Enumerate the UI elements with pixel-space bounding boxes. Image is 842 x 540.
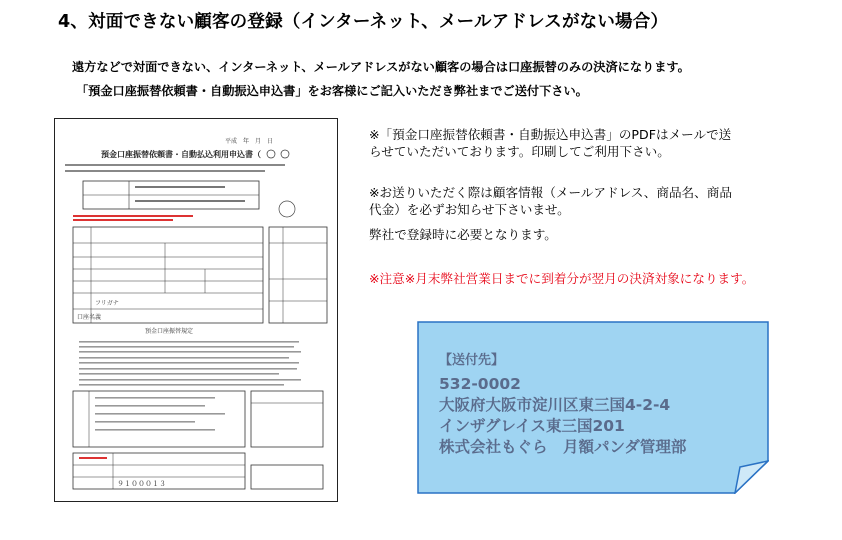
- note-pdf-line-2: らせていただいております。印刷してご利用下さい。: [369, 144, 670, 159]
- form-row-label-kana: フリガナ: [95, 300, 119, 307]
- page-title: 4、対面できない顧客の登録（インターネット、メールアドレスがない場合）: [58, 12, 669, 32]
- intro-line-1: 遠方などで対面できない、インターネット、メールアドレスがない顧客の場合は口座振替のみの決済になります。: [72, 60, 690, 74]
- address-postal-code: 532-0002: [439, 375, 521, 393]
- address-line-3: 株式会社もぐら 月額パンダ管理部: [439, 438, 687, 456]
- note-customer-info: [369, 184, 732, 218]
- note-pdf: [369, 126, 731, 160]
- address-line-1: 大阪府大阪市淀川区東三国4-2-4: [439, 396, 671, 414]
- note-registration: 弊社で登録時に必要となります。: [369, 227, 557, 242]
- form-thumbnail: [54, 118, 338, 502]
- note-customer-info-line-2: 代金）を必ずお知らせ下さいませ。: [369, 202, 570, 217]
- form-date-line: 平成 年 月 日: [225, 138, 274, 145]
- form-row-label-name: 口座名義: [77, 314, 102, 321]
- note-pdf-line-1: ※「預金口座振替依頼書・自動振込申込書」のPDFはメールで送: [369, 127, 732, 142]
- intro-line-2: 「預金口座振替依頼書・自動振込申込書」をお客様にご記入いただき弊社までご送付下さい。: [76, 84, 588, 98]
- address-line-2: インザグレイス東三国201: [439, 417, 625, 435]
- form-bottom-number: ９１０００１３: [117, 480, 166, 488]
- address-heading: 【送付先】: [439, 353, 505, 368]
- note-customer-info-line-1: ※お送りいただく際は顧客情報（メールアドレス、商品名、商品: [369, 185, 732, 200]
- form-footer-title: 預金口座振替規定: [145, 328, 194, 335]
- form-title: 預金口座振替依頼書・自動払込利用申込書（: [101, 150, 261, 159]
- address-sticky-note: [417, 321, 769, 494]
- deadline-warning: ※注意※月末弊社営業日までに到着分が翌月の決済対象になります。: [369, 271, 755, 286]
- shipping-address: [439, 349, 686, 458]
